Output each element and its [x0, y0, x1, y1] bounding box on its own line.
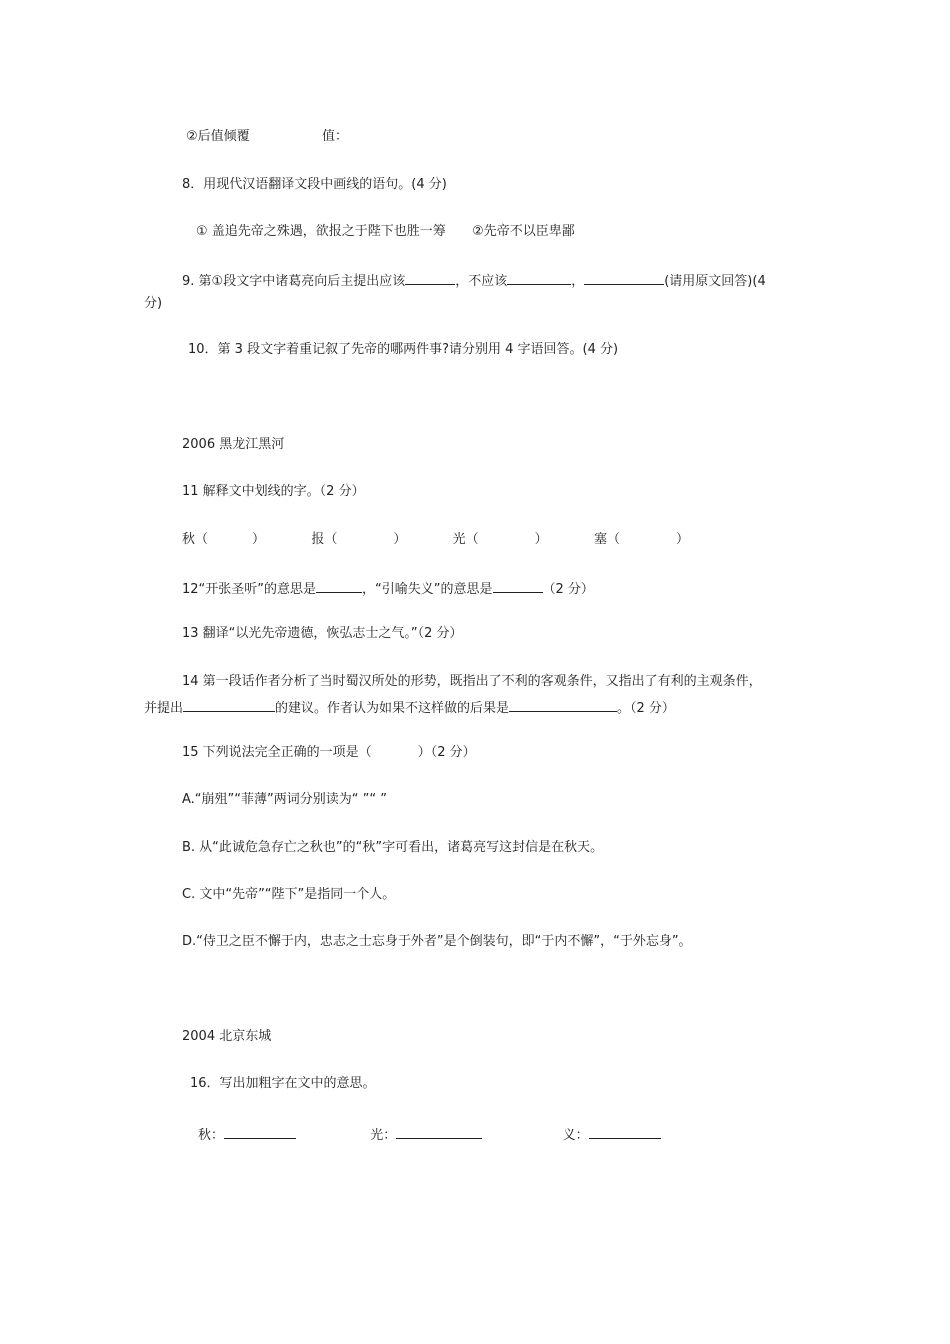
q11-question: 11 解释文中划线的字。（2 分）	[182, 484, 365, 499]
q12-part2: ，“引喻失义”的意思是	[362, 582, 493, 597]
q14-line1: 14 第一段话作者分析了当时蜀汉所处的形势，既指出了不利的客观条件，又指出了有利的主观条件，	[182, 674, 762, 689]
q14-line2	[144, 698, 675, 717]
q16-label-yi: 义：	[562, 1128, 589, 1143]
q16-items-row	[198, 1125, 661, 1144]
q9-part1: 9. 第①段文字中诸葛亮向后主提出应该	[182, 274, 406, 289]
q9-blank-3[interactable]	[584, 271, 664, 285]
q16-blank-guang[interactable]	[396, 1125, 482, 1139]
q15-stem2: ）（2 分）	[417, 745, 476, 760]
q10-question: 10．第 3 段文字着重记叙了先帝的哪两件事?请分别用 4 字语回答。(4 分)	[188, 342, 619, 357]
section-title-2004: 2004 北京东城	[182, 1029, 272, 1044]
q15-option-c: C. 文中“先帝”“陛下”是指同一个人。	[182, 887, 396, 902]
q9-part3: ，	[571, 274, 585, 289]
q8-item1: ① 盖追先帝之殊遇，欲报之于陛下也胜一筹	[196, 224, 446, 239]
q8-item2: ②先帝不以臣卑鄙	[472, 224, 575, 239]
q12-blank-1[interactable]	[316, 579, 362, 593]
q12-blank-2[interactable]	[493, 579, 543, 593]
q12-question	[182, 579, 594, 598]
q11-item-sai-open: 塞（	[593, 532, 620, 547]
q11-item-guang-open: 光（	[452, 532, 479, 547]
q16-label-qiu: 秋：	[198, 1128, 225, 1143]
q16-label-guang: 光：	[370, 1128, 397, 1143]
q13-question: 13 翻译“以光先帝遗德，恢弘志士之气。”（2 分）	[182, 626, 463, 641]
q15-option-b: B. 从“此诚危急存亡之秋也”的“秋”字可看出，诸葛亮写这封信是在秋天。	[182, 840, 604, 855]
q14-blank-2[interactable]	[509, 698, 617, 712]
q16-blank-qiu[interactable]	[224, 1125, 296, 1139]
q9-blank-2[interactable]	[507, 271, 571, 285]
q11-item-qiu-open: 秋（	[182, 532, 209, 547]
q9-question	[182, 271, 766, 290]
q11-item-bao-close: ）	[393, 532, 407, 547]
q8-question: 8．用现代汉语翻译文段中画线的语句。(4 分)	[182, 177, 447, 192]
q11-items-row	[182, 532, 689, 548]
q8-items-row	[196, 224, 575, 240]
q16-question: 16．写出加粗字在文中的意思。	[190, 1076, 376, 1091]
q7-item2-row	[186, 129, 348, 145]
q12-part1: 12“开张圣听”的意思是	[182, 582, 317, 597]
q15-option-d: D.“侍卫之臣不懈于内，忠志之士忘身于外者”是个倒装句，即“于内不懈”，“于外忘身”。	[182, 934, 692, 949]
q11-item-guang-close: ）	[534, 532, 548, 547]
q14-blank-1[interactable]	[183, 698, 275, 712]
q11-item-qiu-close: ）	[252, 532, 266, 547]
q14-part3: 。（2 分）	[617, 701, 675, 716]
section-title-2006: 2006 黑龙江黑河	[182, 437, 285, 452]
q16-blank-yi[interactable]	[589, 1125, 661, 1139]
q14-part1: 并提出	[144, 701, 184, 716]
q7-item2-value-label: 值：	[321, 129, 348, 144]
q12-part3: （2 分）	[542, 582, 594, 597]
q9-part2: ，不应该	[455, 274, 508, 289]
q15-stem1: 15 下列说法完全正确的一项是（	[182, 745, 372, 760]
q11-item-sai-close: ）	[675, 532, 689, 547]
q7-item2-label: ②后值倾覆	[186, 129, 250, 144]
q15-option-a: A.“崩殂”“菲薄”两词分别读为“ ”“ ”	[182, 792, 387, 807]
q9-blank-1[interactable]	[405, 271, 455, 285]
q9-part4: (请用原文回答)(4	[664, 274, 766, 289]
q15-question	[182, 745, 476, 761]
q9-score-wrap: 分)	[144, 296, 163, 311]
q11-item-bao-open: 报（	[311, 532, 338, 547]
q14-part2: 的建议。作者认为如果不这样做的后果是	[275, 701, 510, 716]
